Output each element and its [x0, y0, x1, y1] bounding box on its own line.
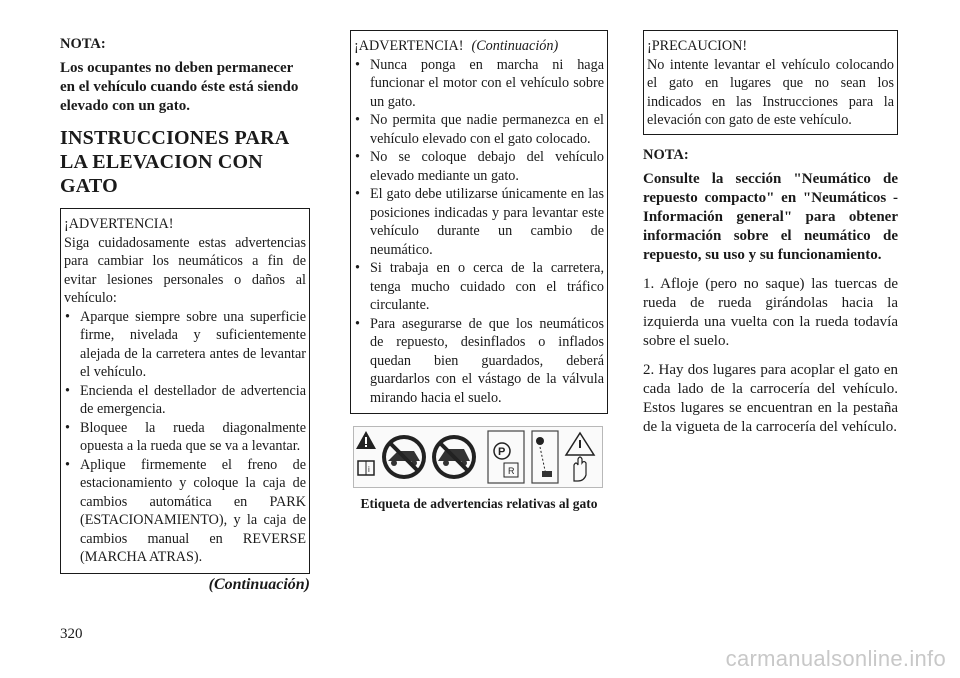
note-body: Consulte la sección "Neumático de repuesto compacto" en "Neumáticos - Información general" para obtener información sobre el neumático de repuesto, su uso y su funcionamiento.: [643, 170, 898, 263]
caution-title: ¡PRECAUCION!: [647, 38, 748, 54]
middle-column: [350, 30, 608, 512]
continued-label: (Continuación): [471, 38, 559, 54]
manual-book-icon: [358, 461, 374, 475]
instruction-step-1: 1. Afloje (pero no saque) las tuercas de rueda de rueda girándolas hacia la izquierda una vuelta con la rueda todavía sobre el suelo.: [643, 275, 898, 349]
warning-item: • No permita que nadie permanezca en el vehículo elevado con el gato colocado.: [354, 111, 604, 148]
watermark: carmanualsonline.info: [725, 646, 946, 671]
warning-title: ¡ADVERTENCIA!: [354, 38, 464, 54]
note-heading: NOTA:: [60, 36, 106, 52]
label-caption: Etiqueta de advertencias relativas al gato: [360, 496, 598, 511]
svg-text:P: P: [498, 446, 506, 458]
warning-triangle-icon: [356, 431, 376, 449]
warning-intro: Siga cuidadosamente estas advertencias para cambiar los neumáticos a fin de evitar lesiones personales o daños al vehículo:: [64, 234, 306, 306]
right-column: [643, 30, 898, 447]
parking-brake-icon: [488, 431, 524, 483]
note-heading: NOTA:: [643, 146, 689, 163]
warning-list: [354, 56, 604, 408]
instruction-step-2: 2. Hay dos lugares para acoplar el gato en cada lado de la carrocería del vehículo. Estos lugares se encuentran en la pestaña de la vigueta de la carrocería del vehículo.: [643, 361, 898, 435]
svg-text:R: R: [508, 466, 515, 476]
jack-warning-label-image: [353, 426, 603, 488]
warning-item: • El gato debe utilizarse únicamente en las posiciones indicadas y para levantar este vehículo durante un cambio de neumático.: [354, 185, 604, 259]
warning-item: • Aplique firmemente el freno de estacionamiento y coloque la caja de cambios automática en PARK (ESTACIONAMIENTO), y la caja de cambios manual en REVERSE (MARCHA ATRAS).: [64, 456, 306, 567]
no-person-under-car-icon: [382, 435, 426, 479]
section-title: INSTRUCCIONES PARA LA ELEVACION CON GATO: [60, 127, 289, 197]
warning-title: ¡ADVERTENCIA!: [64, 216, 174, 232]
warning-item: • No se coloque debajo del vehículo elevado mediante un gato.: [354, 148, 604, 185]
left-column: [60, 30, 310, 594]
caution-text: No intente levantar el vehículo colocando el gato en lugares que no sean los indicados en las Instrucciones para la elevación con gato de este vehículo.: [647, 56, 894, 128]
note-body: Los ocupantes no deben permanecer en el vehículo cuando éste está siendo elevado con un gato.: [60, 60, 299, 114]
page-number: 320: [60, 626, 83, 642]
warning-item: • Para asegurarse de que los neumáticos de repuesto, desinflados o inflados quedan bien guardados, deberá guardarlos con el vástago de la válvula mirando hacia el suelo.: [354, 315, 604, 408]
no-engine-running-icon: [432, 435, 476, 479]
warning-continued-box: [350, 30, 608, 414]
warning-continued-title: [354, 37, 604, 56]
warning-list: [64, 308, 306, 567]
continued-label: (Continuación): [208, 575, 310, 593]
warning-item: • Aparque siempre sobre una superficie firme, nivelada y suficientemente alejada de la carretera antes de levantar el vehículo.: [64, 308, 306, 382]
label-icons: [354, 427, 602, 487]
warning-item: • Si trabaja en o cerca de la carretera, tenga mucho cuidado con el tráfico circulante.: [354, 259, 604, 315]
svg-text:i: i: [368, 465, 370, 474]
caution-box: [643, 30, 898, 135]
warning-item: • Encienda el destellador de advertencia de emergencia.: [64, 382, 306, 419]
warning-item: • Bloquee la rueda diagonalmente opuesta a la rueda que se va a levantar.: [64, 419, 306, 456]
warning-item: • Nunca ponga en marcha ni haga funcionar el motor con el vehículo sobre un gato.: [354, 56, 604, 112]
warning-box: [60, 208, 310, 574]
hand-caution-icon: [566, 433, 594, 481]
jack-position-icon: [532, 431, 558, 483]
